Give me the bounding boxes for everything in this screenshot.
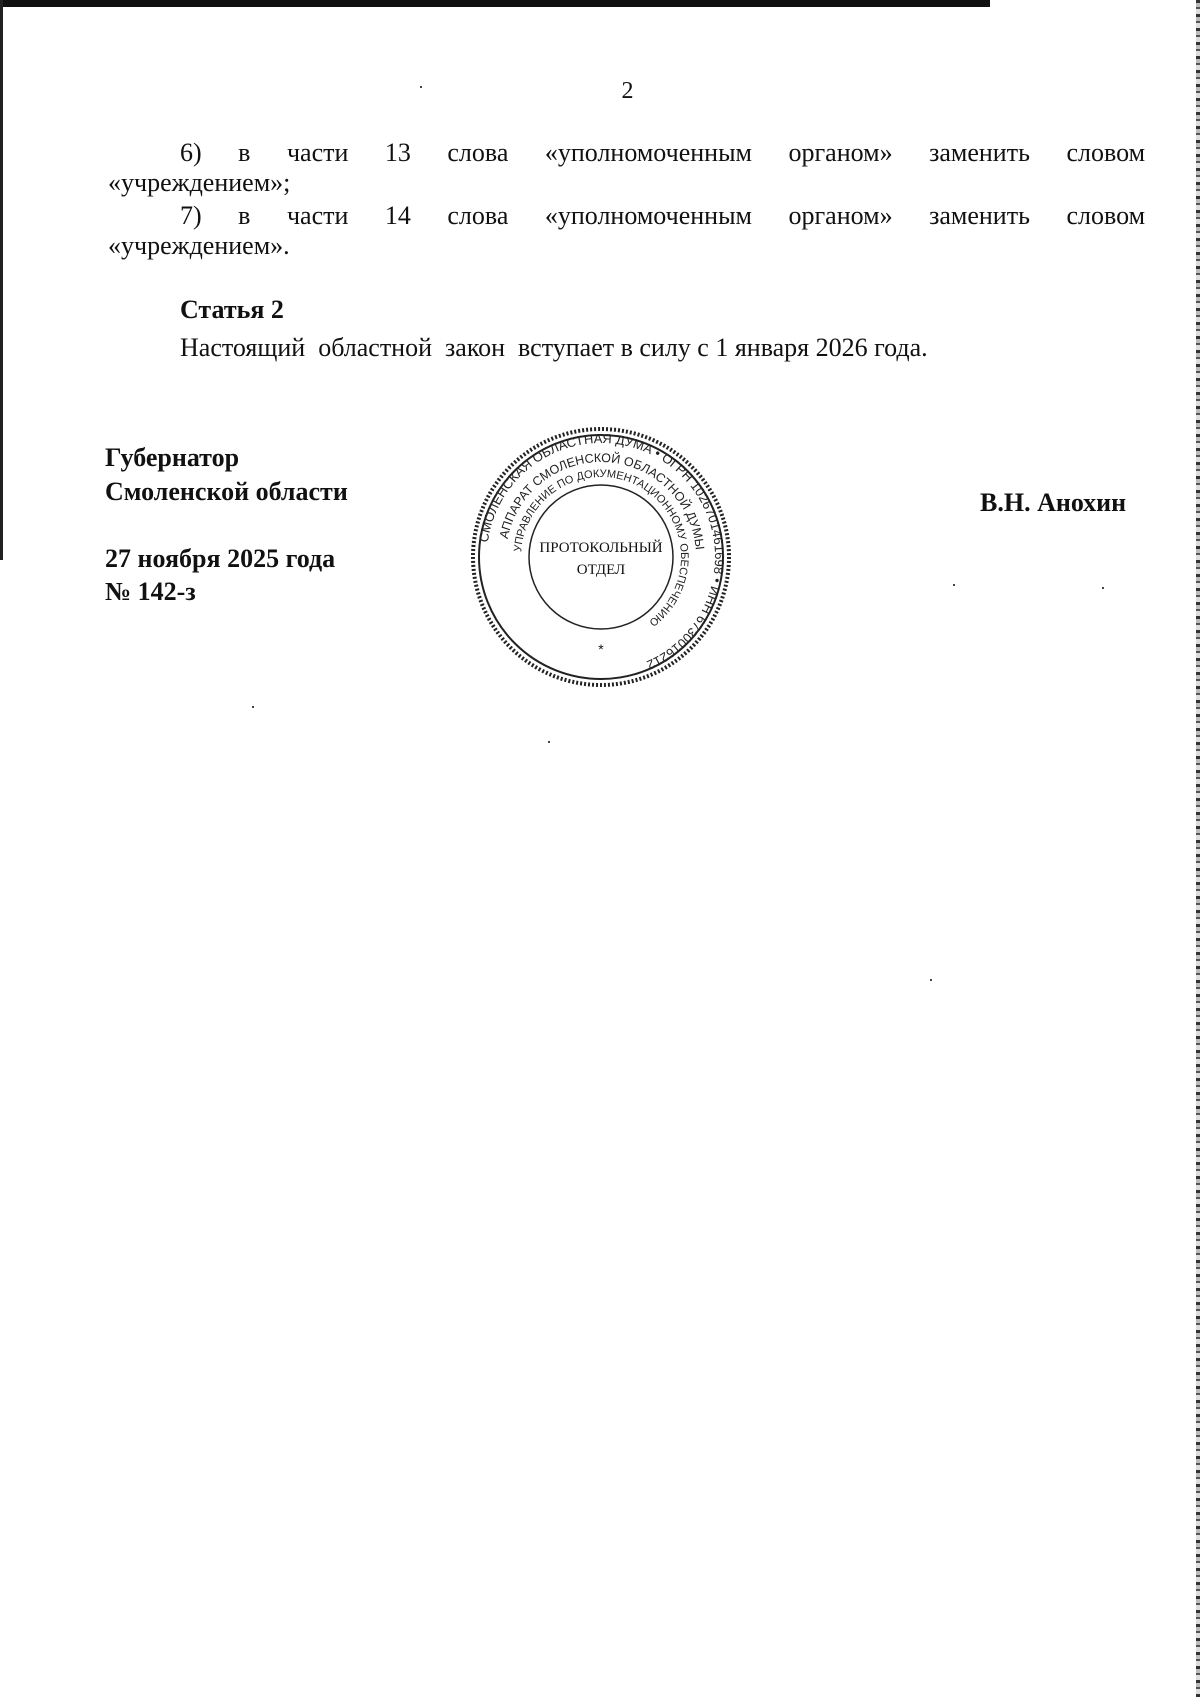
item-7-line-1 [180, 201, 1145, 231]
word: словом [1066, 138, 1146, 167]
scan-edge-top [0, 0, 990, 7]
word: части [286, 201, 349, 230]
seal-bottom-star-icon: * [598, 641, 604, 657]
item-6-line-2: «учреждением»; [108, 168, 291, 197]
seal-middle-text: АППАРАТ СМОЛЕНСКОЙ ОБЛАСТНОЙ ДУМЫ [496, 450, 707, 551]
official-seal [468, 424, 734, 690]
word: слова [447, 138, 509, 167]
word: заменить [929, 201, 1030, 230]
signatory-name: В.Н. Анохин [980, 488, 1127, 517]
signature-position-line-1: Губернатор [105, 443, 240, 472]
word: заменить [929, 138, 1030, 167]
law-number: № 142-з [105, 577, 196, 606]
seal-outer-text: СМОЛЕНСКАЯ ОБЛАСТНАЯ ДУМА • ОГРН 1026701461698 • ИНН 6730016212 [475, 430, 728, 673]
seal-center-line-1: ПРОТОКОЛЬНЫЙ [539, 540, 663, 556]
article-text: Настоящий областной закон вступает в силу с 1 января 2026 года. [180, 333, 928, 362]
word: 14 [384, 201, 411, 230]
scan-speck [953, 584, 955, 586]
word: словом [1066, 201, 1146, 230]
signature-date: 27 ноября 2025 года [105, 544, 336, 573]
word: органом» [788, 138, 893, 167]
scan-speck [930, 979, 932, 981]
word: 7) [180, 201, 202, 230]
word: в [238, 201, 251, 230]
seal-graphic [468, 424, 734, 690]
word: «уполномоченным [544, 138, 753, 167]
scan-speck [420, 86, 422, 88]
article-heading: Статья 2 [180, 295, 284, 324]
page-number: 2 [621, 78, 634, 104]
seal-center-line-2: ОТДЕЛ [576, 562, 626, 578]
scan-speck [1102, 587, 1104, 589]
word: части [286, 138, 349, 167]
word: в [238, 138, 251, 167]
item-6-line-1 [180, 138, 1145, 168]
word: 13 [384, 138, 411, 167]
item-7-line-2: «учреждением». [108, 231, 290, 260]
word: «уполномоченным [544, 201, 753, 230]
scan-edge-right [1196, 0, 1200, 1697]
seal-center-ring [529, 485, 673, 629]
seal-inner-text: УПРАВЛЕНИЕ ПО ДОКУМЕНТАЦИОННОМУ ОБЕСПЕЧЕНИЮ [512, 467, 691, 629]
word: 6) [180, 138, 202, 167]
scan-speck [548, 741, 550, 743]
scan-speck [252, 706, 254, 708]
word: слова [447, 201, 509, 230]
word: органом» [788, 201, 893, 230]
signature-position-line-2: Смоленской области [105, 477, 348, 506]
